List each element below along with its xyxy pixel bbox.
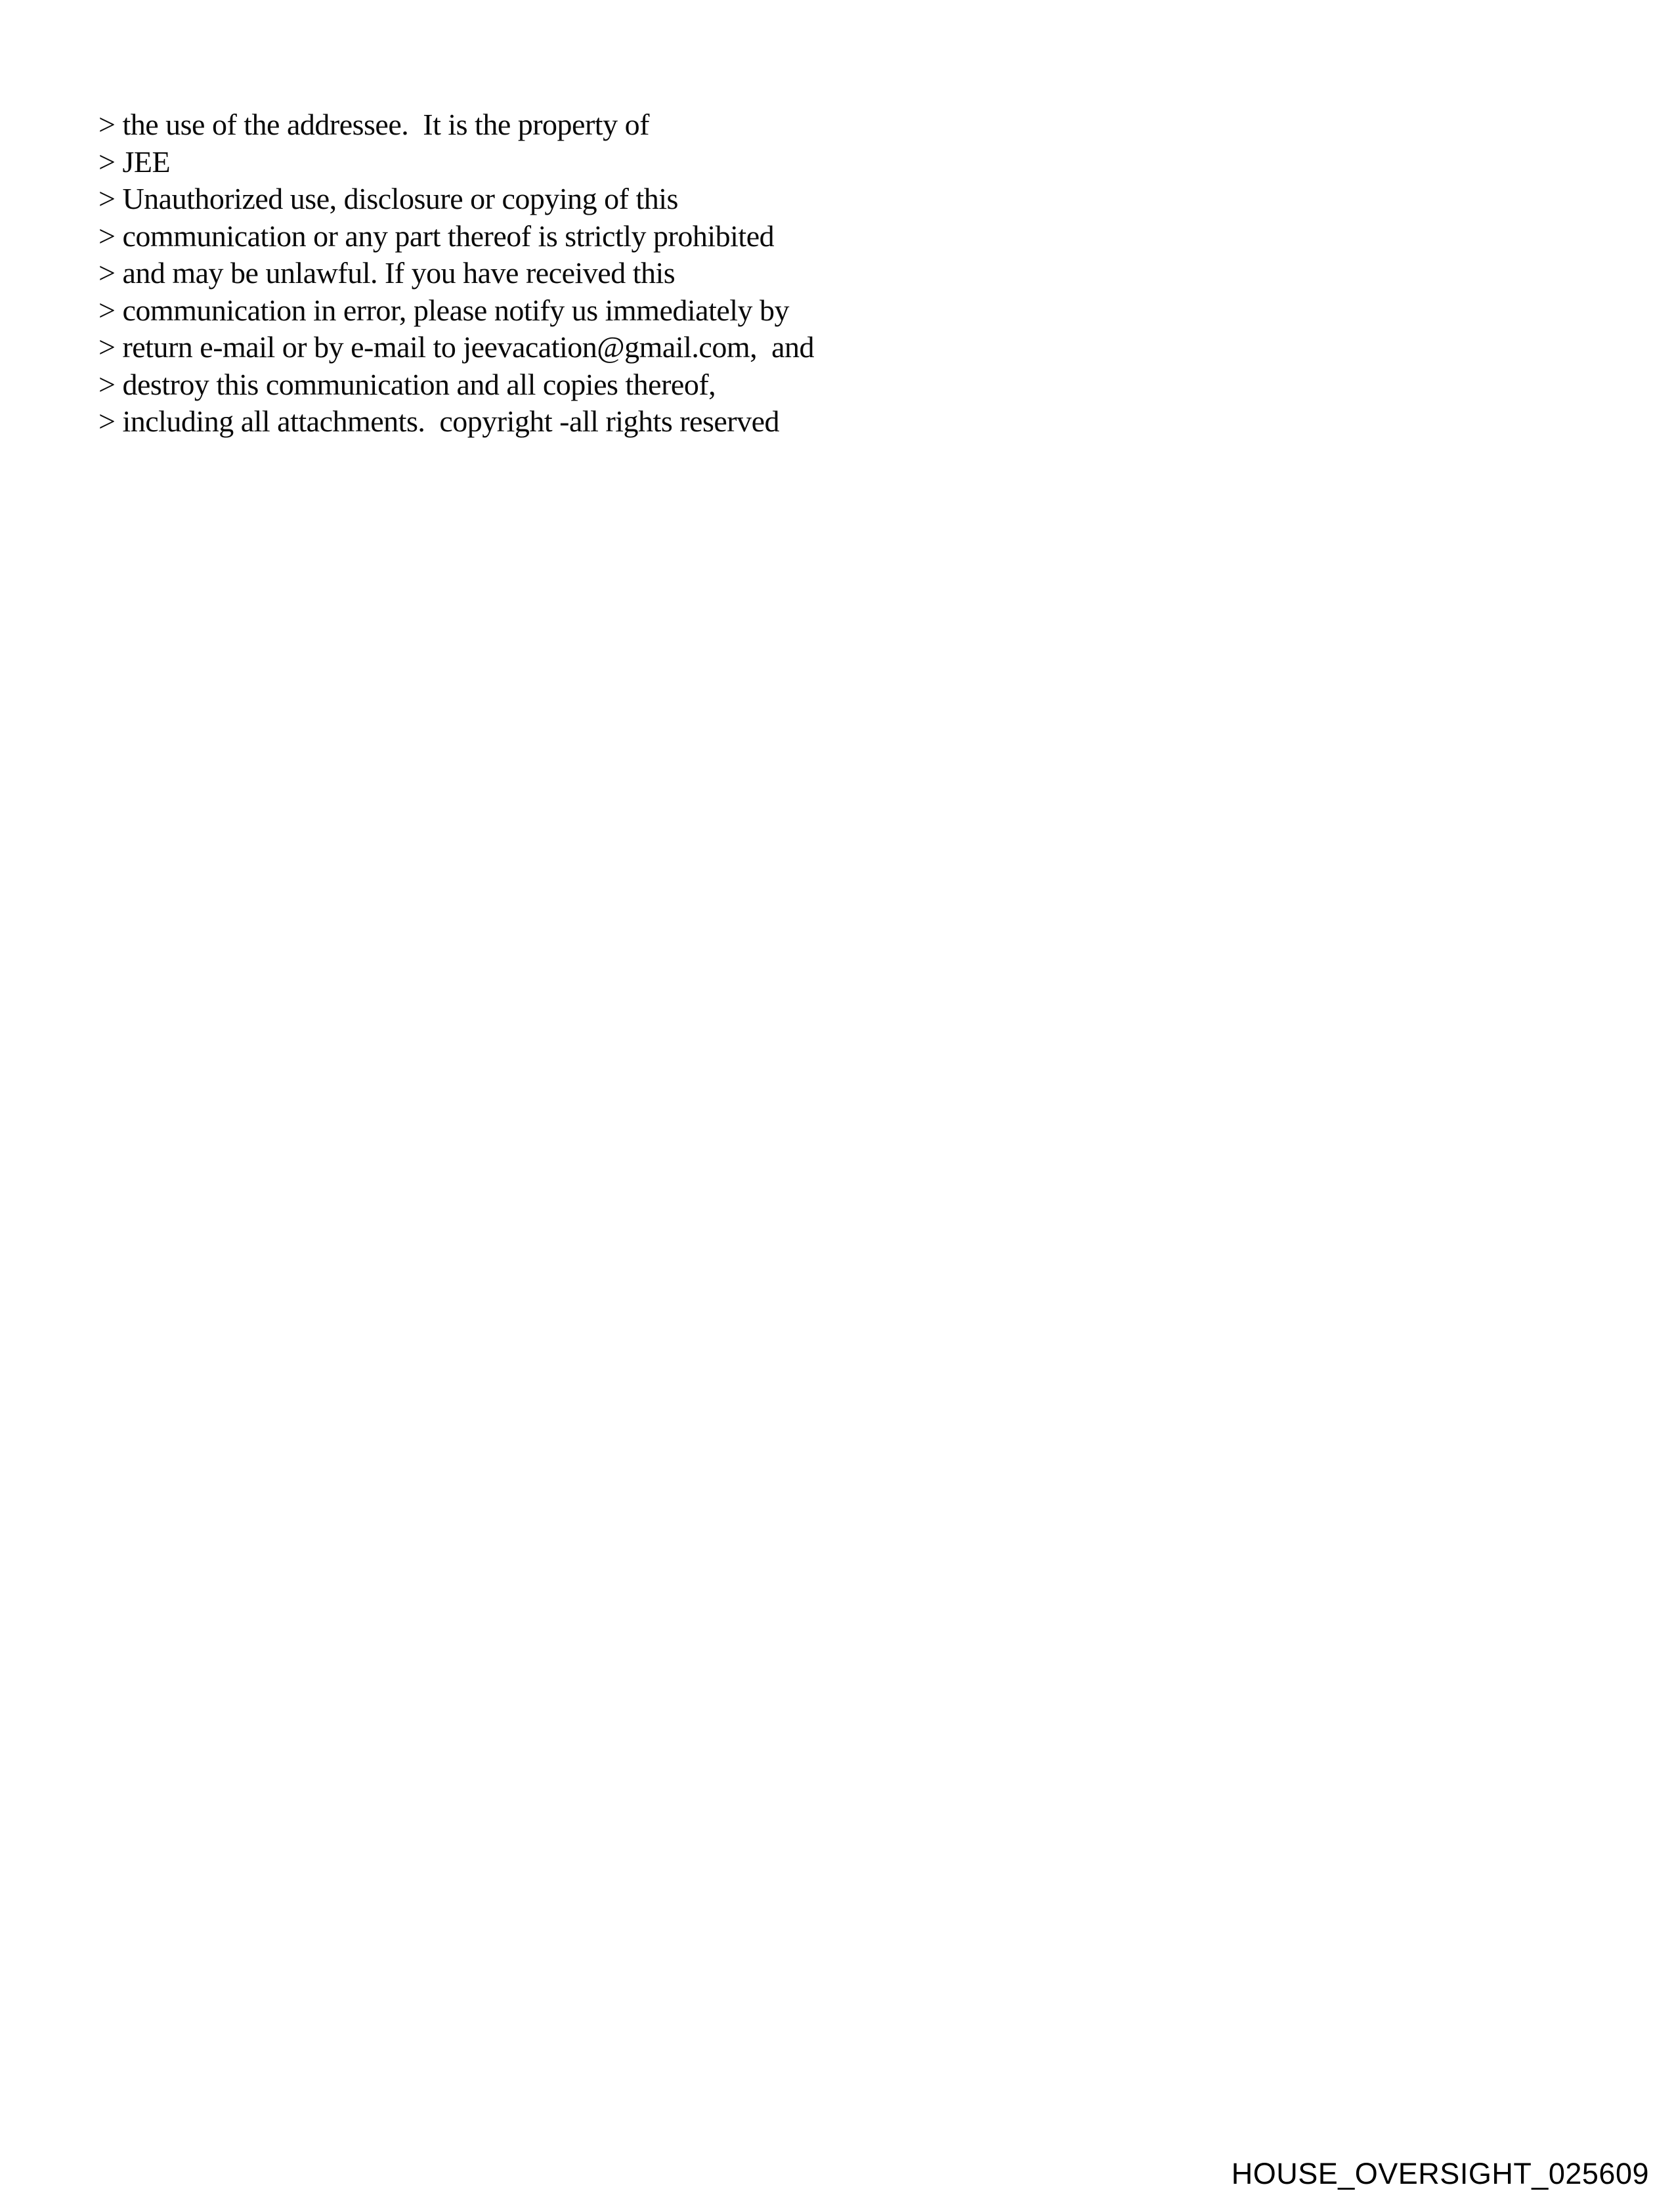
quoted-line: > and may be unlawful. If you have received this [98, 256, 676, 290]
quoted-line: > return e-mail or by e-mail to jeevacation@gmail.com, and [98, 330, 815, 364]
quoted-line: > the use of the addressee. It is the property of [98, 108, 649, 141]
quoted-line: > communication in error, please notify us immediately by [98, 293, 790, 327]
quoted-line: > communication or any part thereof is strictly prohibited [98, 219, 775, 253]
quoted-line: > destroy this communication and all copies thereof, [98, 367, 716, 401]
bates-number: HOUSE_OVERSIGHT_025609 [1231, 2157, 1649, 2190]
quoted-line: > Unauthorized use, disclosure or copying of this [98, 182, 678, 215]
quoted-line: > including all attachments. copyright -all rights reserved [98, 404, 780, 438]
quoted-email-text-block [98, 106, 1083, 441]
quoted-line: > JEE [98, 144, 171, 179]
